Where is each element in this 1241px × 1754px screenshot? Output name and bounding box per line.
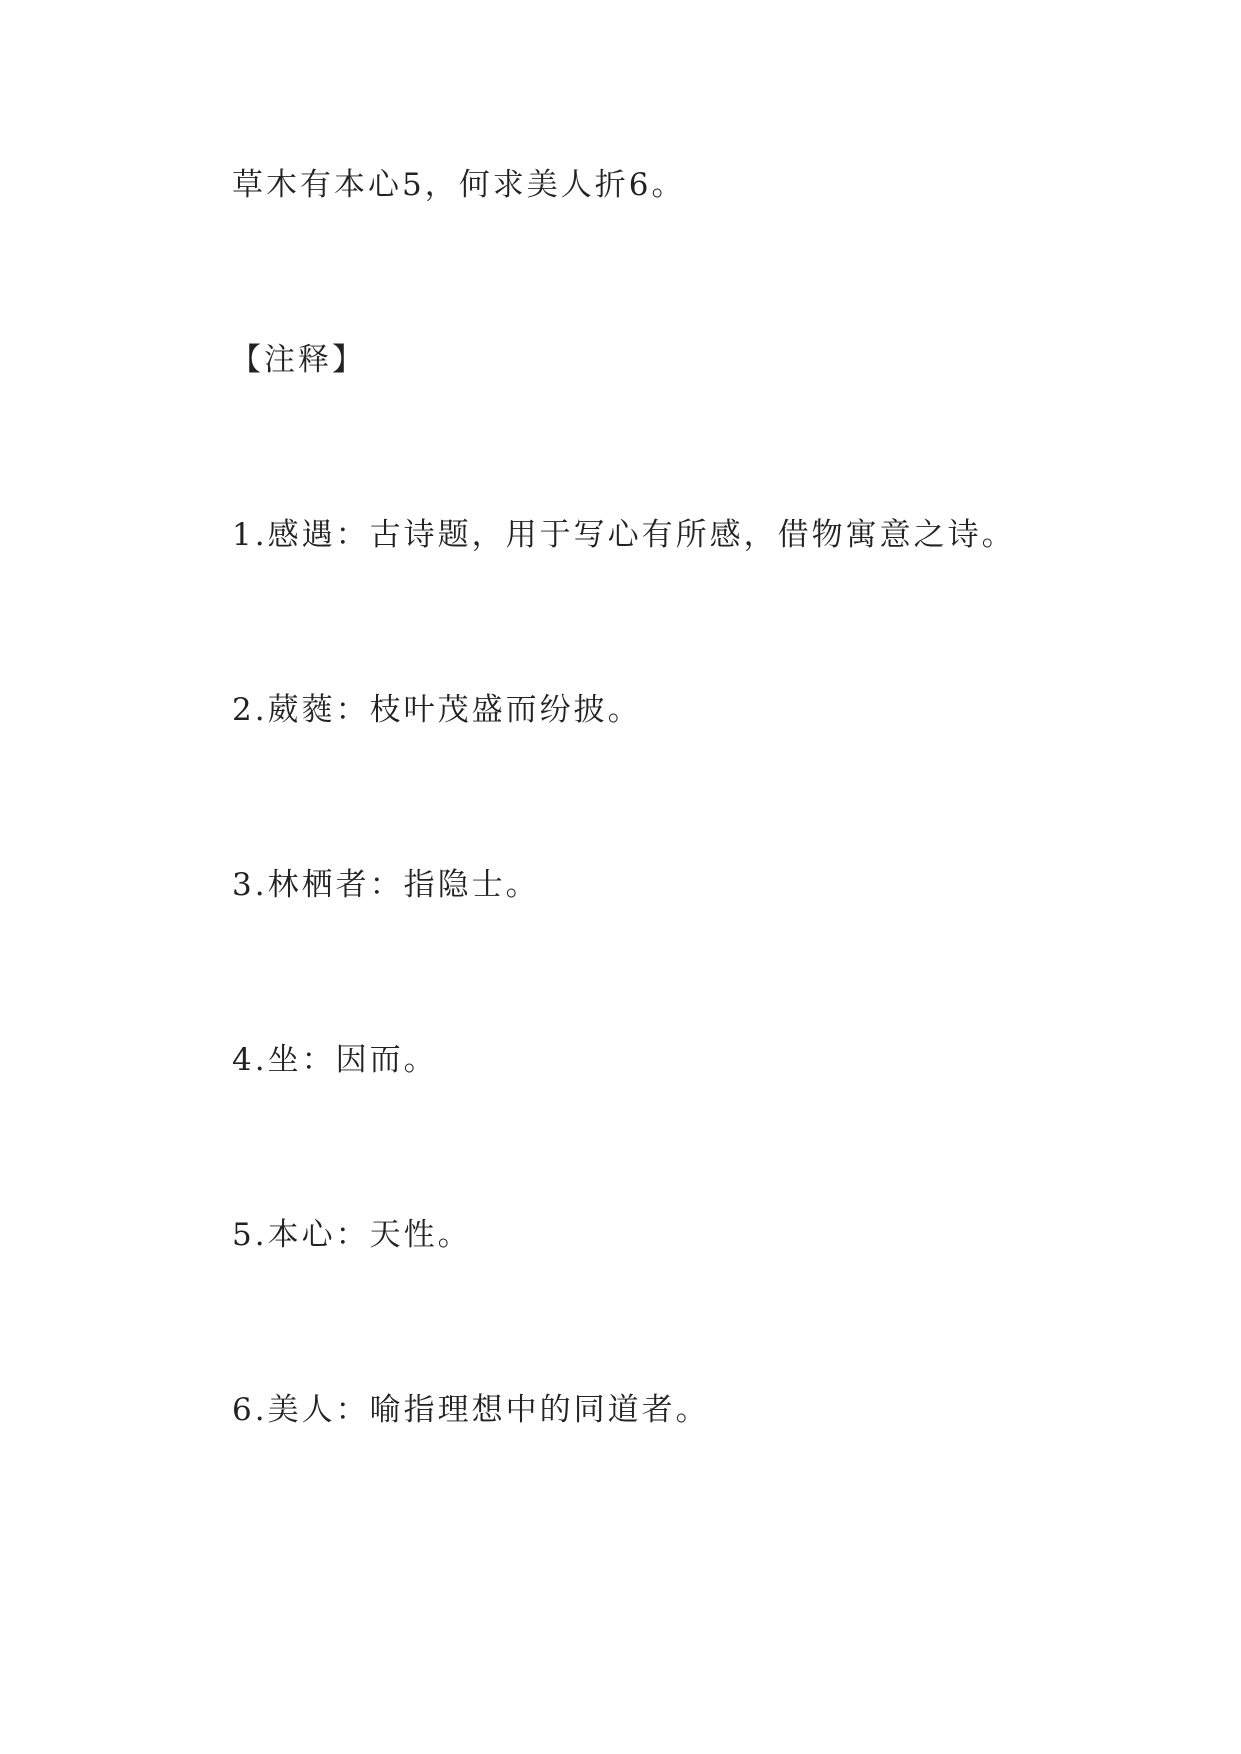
annotation-note-5: 5.本心：天性。 bbox=[232, 1217, 472, 1253]
annotation-note-6: 6.美人：喻指理想中的同道者。 bbox=[232, 1392, 710, 1428]
annotation-note-2: 2.葳蕤：枝叶茂盛而纷披。 bbox=[232, 692, 642, 728]
annotations-heading: 【注释】 bbox=[230, 342, 366, 378]
annotation-note-1: 1.感遇：古诗题，用于写心有所感，借物寓意之诗。 bbox=[232, 517, 1016, 553]
annotation-note-4: 4.坐：因而。 bbox=[232, 1042, 438, 1078]
poem-line: 草木有本心5，何求美人折6。 bbox=[232, 167, 686, 203]
annotation-note-3: 3.林栖者：指隐士。 bbox=[232, 867, 540, 903]
